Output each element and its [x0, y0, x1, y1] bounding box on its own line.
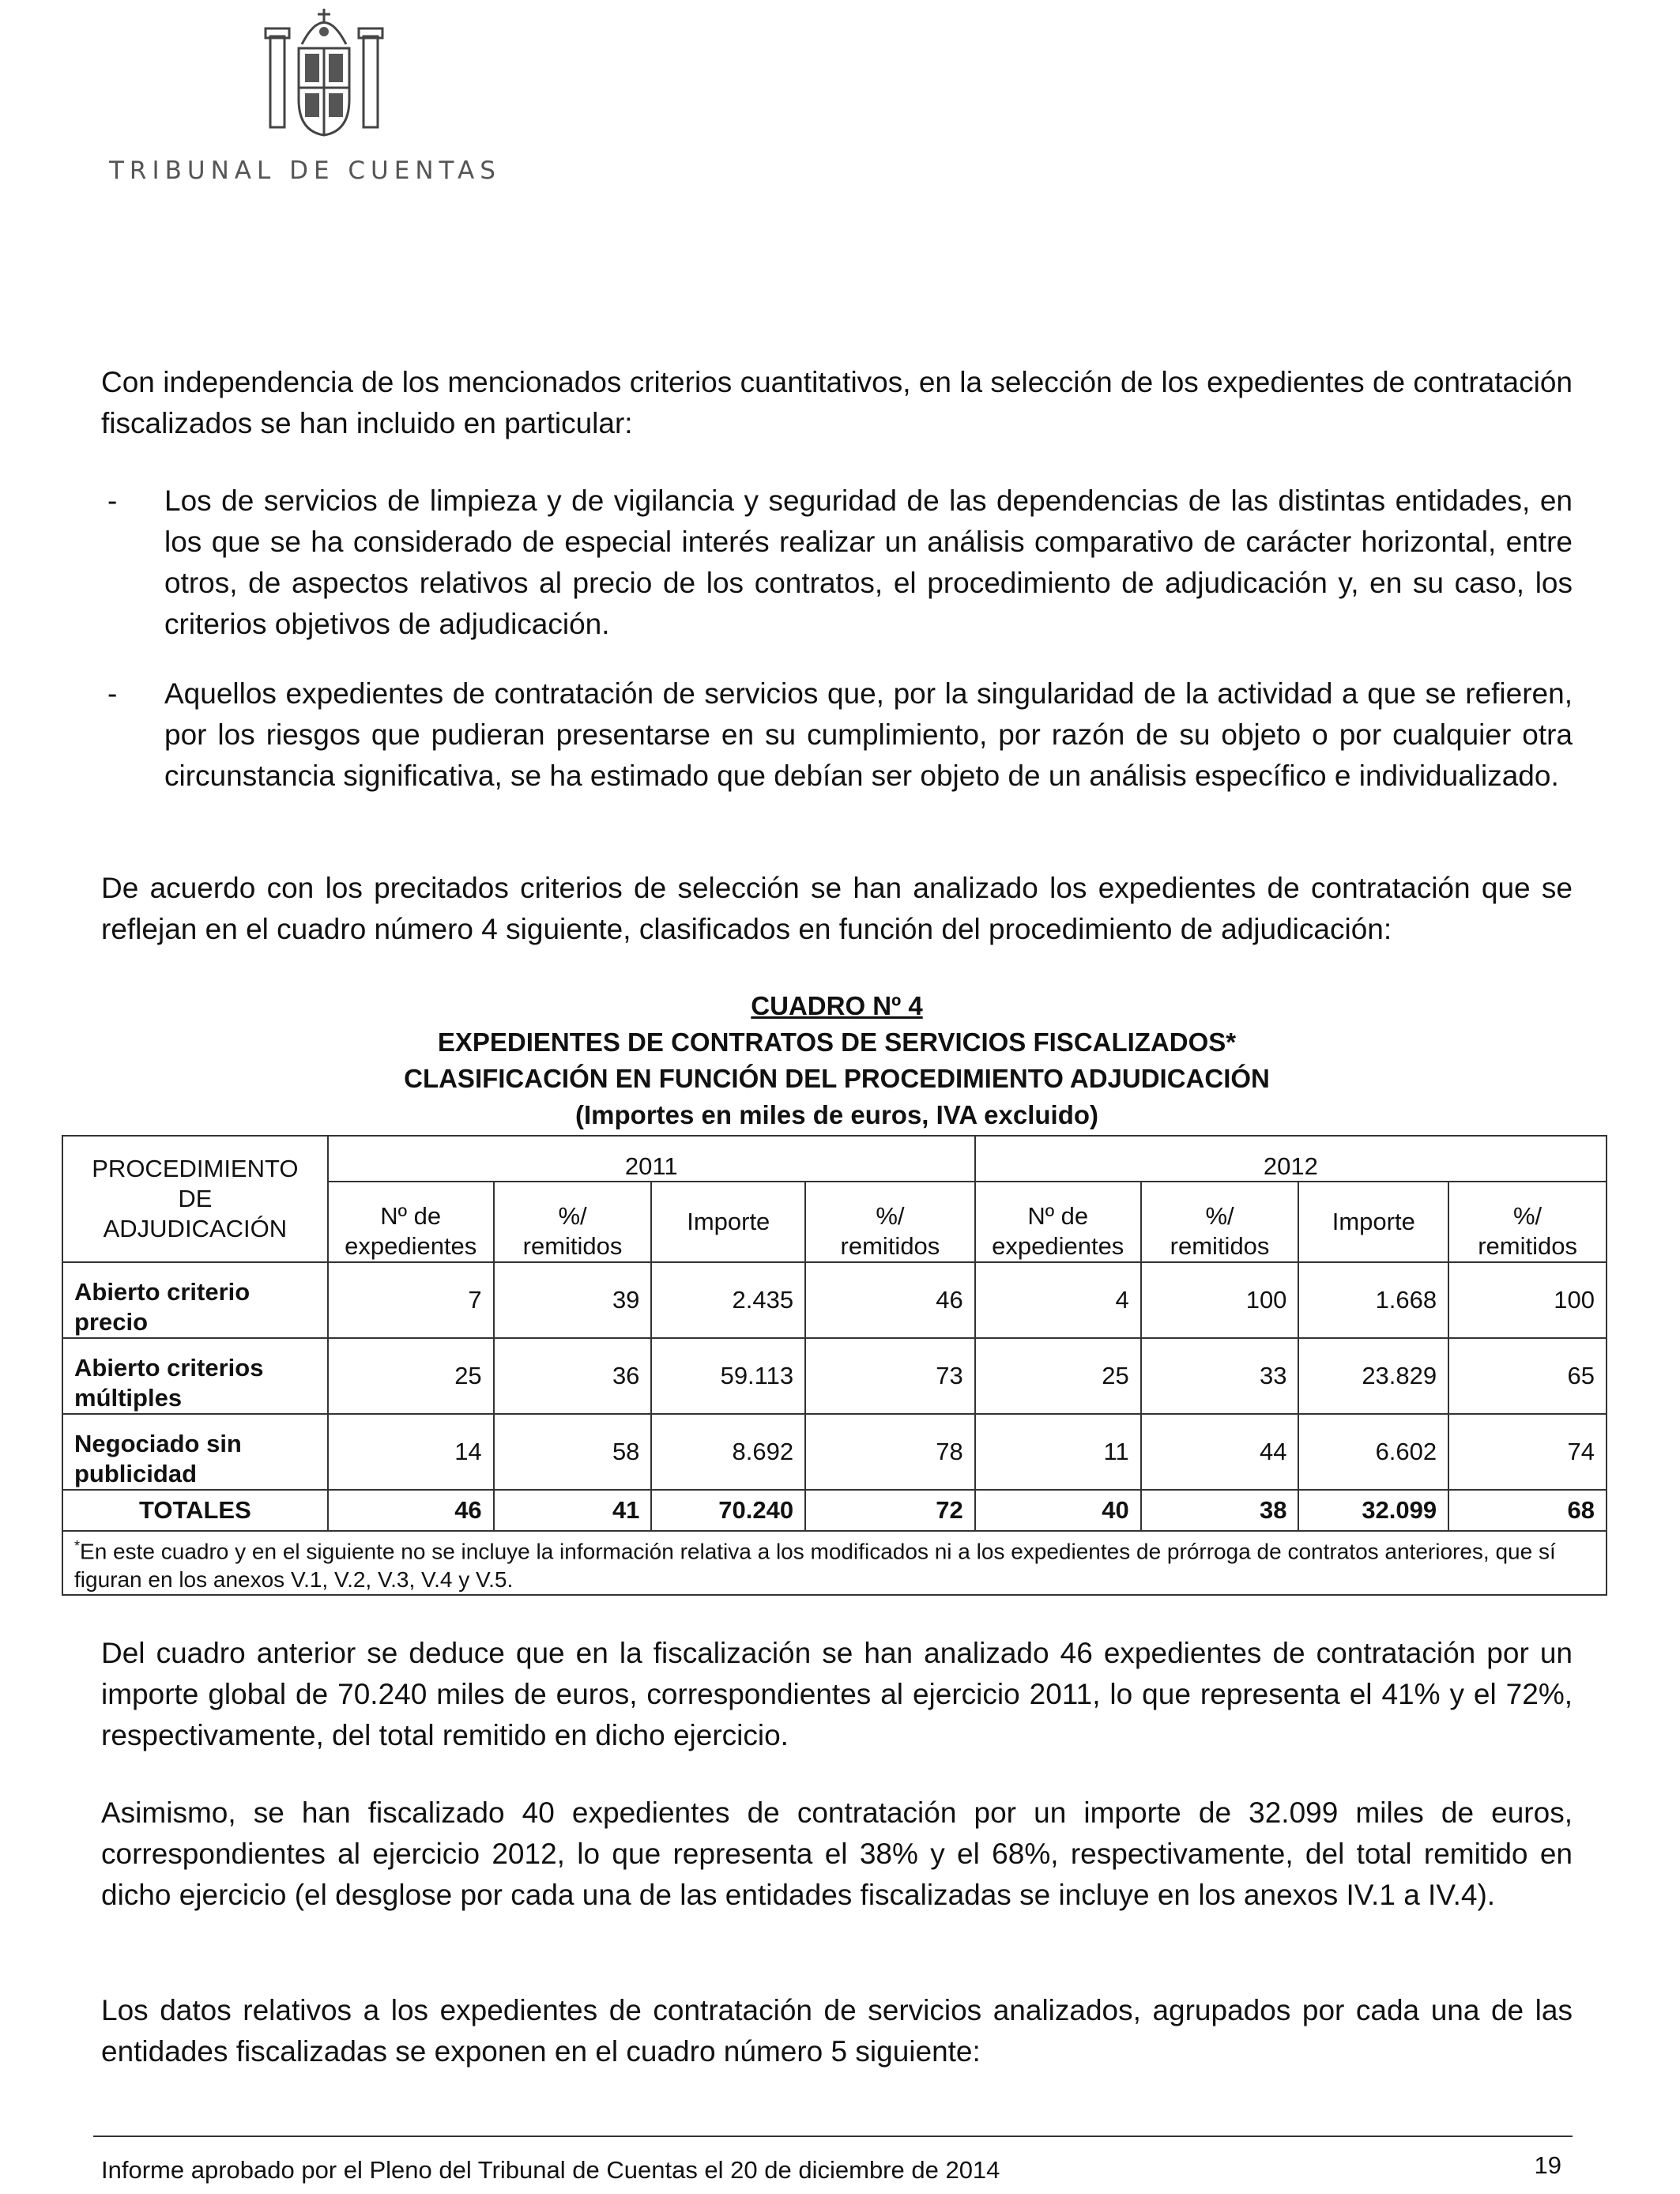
table-title: CUADRO Nº 4	[751, 991, 923, 1020]
table-cell: 65	[1448, 1338, 1607, 1414]
bullet-dash: -	[107, 484, 118, 517]
table-row	[62, 1338, 1607, 1414]
cuadro-4-table	[62, 1135, 1607, 1596]
table-cell: 73	[805, 1338, 975, 1414]
row-label: Abierto criterio precio	[62, 1262, 328, 1338]
table-cell: 70.240	[651, 1490, 805, 1531]
col-header-pct-remitidos: %/ remitidos	[805, 1182, 975, 1262]
table-cell: 41	[494, 1490, 652, 1531]
bullet-dash: -	[107, 677, 118, 710]
table-row	[62, 1262, 1607, 1338]
table-cell: 25	[328, 1338, 494, 1414]
table-cell: 36	[494, 1338, 652, 1414]
table-cell: 11	[975, 1414, 1141, 1490]
table-cell: 8.692	[651, 1414, 805, 1490]
table-cell: 78	[805, 1414, 975, 1490]
col-header-expedientes: Nº de expedientes	[975, 1182, 1141, 1262]
table-cell: 72	[805, 1490, 975, 1531]
year-header-2011: 2011	[328, 1136, 975, 1182]
totals-row	[62, 1490, 1607, 1531]
totals-label: TOTALES	[62, 1490, 328, 1531]
table-cell: 100	[1141, 1262, 1299, 1338]
table-subtitle: EXPEDIENTES DE CONTRATOS DE SERVICIOS FISCALIZADOS*	[437, 1027, 1237, 1057]
table-cell: 25	[975, 1338, 1141, 1414]
bullet-item	[101, 673, 1573, 797]
table-cell: 44	[1141, 1414, 1299, 1490]
col-header-pct-remitidos: %/ remitidos	[1141, 1182, 1299, 1262]
table-cell: 46	[328, 1490, 494, 1531]
procedure-header: PROCEDIMIENTO DE ADJUDICACIÓN	[62, 1136, 328, 1262]
summary-2012-paragraph: Asimismo, se han fiscalizado 40 expedientes de contratación por un importe de 32.099 miles de euros, correspondientes al ejercicio 2012, lo que representa el 38% y el 68%, respectivamente, del total remitido en dicho ejercicio (el desglose por cada una de las entidades fiscalizadas se incluye en los anexos IV.1 a IV.4).	[101, 1796, 1573, 1911]
table-cell: 100	[1448, 1262, 1607, 1338]
table-cell: 46	[805, 1262, 975, 1338]
table-cell: 4	[975, 1262, 1141, 1338]
table-cell: 59.113	[651, 1338, 805, 1414]
tribunal-logo	[103, 5, 545, 187]
col-header-importe: Importe	[1298, 1182, 1448, 1262]
table-cell: 58	[494, 1414, 652, 1490]
table-cell: 2.435	[651, 1262, 805, 1338]
bullet-text: Los de servicios de limpieza y de vigilancia y seguridad de las dependencias de las distintas entidades, en los que se ha considerado de especial interés realizar un análisis comparativo de carácter horizontal, entre otros, de aspectos relativos al precio de los contratos, el procedimiento de adjudicación y, en su caso, los criterios objetivos de adjudicación.	[164, 484, 1573, 640]
selection-paragraph: De acuerdo con los precitados criterios de selección se han analizado los expedientes de contratación que se reflejan en el cuadro número 4 siguiente, clasificados en función del procedimiento de adjudicación:	[101, 872, 1573, 945]
bullet-text: Aquellos expedientes de contratación de servicios que, por la singularidad de la actividad a que se refieren, por los riesgos que pudieran presentarse en su cumplimiento, por razón de su objeto o por cualquier otra circunstancia significativa, se ha estimado que debían ser objeto de un análisis específico e individualizado.	[164, 677, 1573, 792]
col-header-importe: Importe	[651, 1182, 805, 1262]
page-number: 19	[1534, 2151, 1561, 2179]
table-cell: 74	[1448, 1414, 1607, 1490]
closing-paragraph: Los datos relativos a los expedientes de contratación de servicios analizados, agrupados por cada una de las entidades fiscalizadas se exponen en el cuadro número 5 siguiente:	[101, 1994, 1573, 2068]
table-subtitle: (Importes en miles de euros, IVA excluido)	[575, 1100, 1098, 1129]
col-header-expedientes: Nº de expedientes	[328, 1182, 494, 1262]
coat-of-arms-icon	[261, 5, 387, 139]
table-subtitle: CLASIFICACIÓN EN FUNCIÓN DEL PROCEDIMIENTO ADJUDICACIÓN	[404, 1064, 1270, 1093]
institution-name: TRIBUNAL DE CUENTAS	[109, 156, 501, 185]
table-cell: 33	[1141, 1338, 1299, 1414]
row-label: Abierto criterios múltiples	[62, 1338, 328, 1414]
table-cell: 39	[494, 1262, 652, 1338]
table-cell: 1.668	[1298, 1262, 1448, 1338]
intro-paragraph: Con independencia de los mencionados criterios cuantitativos, en la selección de los expedientes de contratación fiscalizados se han incluido en particular:	[101, 366, 1573, 439]
table-footnote: *En este cuadro y en el siguiente no se incluye la información relativa a los modificados ni a los expedientes de prórroga de contratos anteriores, que sí figuran en los anexos V.1, V.2, V.3, V.4 y V.5.	[62, 1531, 1607, 1595]
year-header-2012: 2012	[975, 1136, 1607, 1182]
table-cell: 68	[1448, 1490, 1607, 1531]
table-cell: 40	[975, 1490, 1141, 1531]
table-cell: 38	[1141, 1490, 1299, 1531]
summary-2011-paragraph: Del cuadro anterior se deduce que en la fiscalización se han analizado 46 expedientes de contratación por un importe global de 70.240 miles de euros, correspondientes al ejercicio 2011, lo que representa el 41% y el 72%, respectivamente, del total remitido en dicho ejercicio.	[101, 1637, 1573, 1751]
table-cell: 32.099	[1298, 1490, 1448, 1531]
table-row	[62, 1414, 1607, 1490]
col-header-pct-remitidos: %/ remitidos	[494, 1182, 652, 1262]
col-header-pct-remitidos: %/ remitidos	[1448, 1182, 1607, 1262]
table-cell: 6.602	[1298, 1414, 1448, 1490]
footer-approval-text: Informe aprobado por el Pleno del Tribunal de Cuentas el 20 de diciembre de 2014	[101, 2156, 1000, 2184]
table-cell: 23.829	[1298, 1338, 1448, 1414]
table-cell: 7	[328, 1262, 494, 1338]
footer-divider	[93, 2136, 1573, 2137]
table-caption	[101, 988, 1573, 1133]
bullet-item	[101, 481, 1573, 645]
row-label: Negociado sin publicidad	[62, 1414, 328, 1490]
table-cell: 14	[328, 1414, 494, 1490]
